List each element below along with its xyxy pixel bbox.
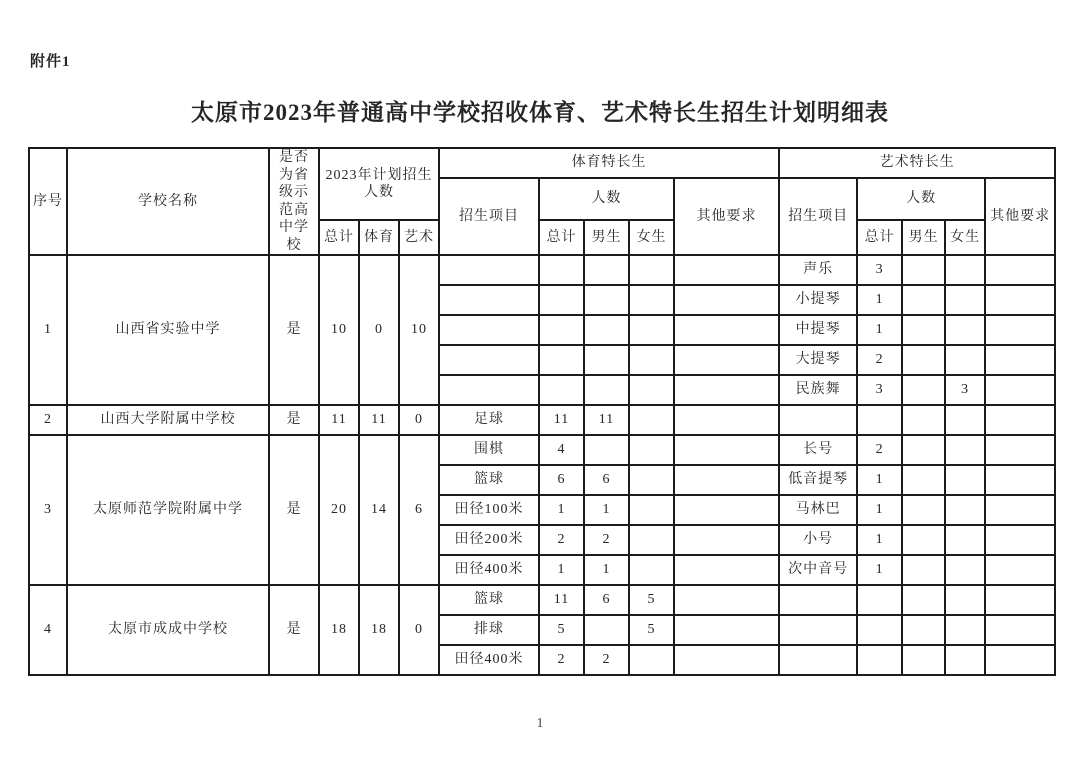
sport-female-cell xyxy=(629,645,674,675)
plan-arts-cell: 0 xyxy=(399,405,439,435)
art-other-cell xyxy=(985,435,1055,465)
school-name-cell: 山西省实验中学 xyxy=(67,255,269,405)
art-total-cell: 1 xyxy=(857,465,902,495)
art-other-cell xyxy=(985,405,1055,435)
sport-total-cell: 2 xyxy=(539,525,584,555)
art-project-cell: 次中音号 xyxy=(779,555,857,585)
school-name-cell: 太原市成成中学校 xyxy=(67,585,269,675)
art-male-cell xyxy=(902,585,945,615)
art-other-cell xyxy=(985,645,1055,675)
school-name-cell: 山西大学附属中学校 xyxy=(67,405,269,435)
sport-male-cell: 2 xyxy=(584,645,629,675)
header-sport-project: 招生项目 xyxy=(439,178,539,255)
sport-male-cell: 6 xyxy=(584,465,629,495)
provincial-cell: 是 xyxy=(269,405,319,435)
art-female-cell xyxy=(945,525,985,555)
sport-other-cell xyxy=(674,555,779,585)
sport-female-cell xyxy=(629,465,674,495)
header-plan-total: 总计 xyxy=(319,220,359,255)
sport-female-cell xyxy=(629,405,674,435)
sport-male-cell: 1 xyxy=(584,495,629,525)
art-total-cell xyxy=(857,405,902,435)
sport-male-cell xyxy=(584,435,629,465)
plan-arts-cell: 0 xyxy=(399,585,439,675)
header-art-total: 总计 xyxy=(857,220,902,255)
art-other-cell xyxy=(985,615,1055,645)
sport-project-cell: 田径400米 xyxy=(439,645,539,675)
art-female-cell xyxy=(945,585,985,615)
art-male-cell xyxy=(902,405,945,435)
sport-project-cell: 田径400米 xyxy=(439,555,539,585)
sport-total-cell xyxy=(539,285,584,315)
sport-other-cell xyxy=(674,525,779,555)
header-art-headcount: 人数 xyxy=(857,178,985,220)
sport-project-cell: 篮球 xyxy=(439,465,539,495)
sport-project-cell: 田径100米 xyxy=(439,495,539,525)
header-sport-other: 其他要求 xyxy=(674,178,779,255)
provincial-cell: 是 xyxy=(269,585,319,675)
plan-arts-cell: 6 xyxy=(399,435,439,585)
sport-other-cell xyxy=(674,585,779,615)
enrollment-plan-table xyxy=(28,147,1056,676)
plan-sports-cell: 11 xyxy=(359,405,399,435)
sport-female-cell: 5 xyxy=(629,615,674,645)
art-female-cell xyxy=(945,345,985,375)
sport-female-cell xyxy=(629,285,674,315)
sport-other-cell xyxy=(674,495,779,525)
art-total-cell: 1 xyxy=(857,495,902,525)
sport-project-cell xyxy=(439,345,539,375)
art-male-cell xyxy=(902,645,945,675)
art-project-cell: 大提琴 xyxy=(779,345,857,375)
sport-female-cell xyxy=(629,495,674,525)
sport-other-cell xyxy=(674,435,779,465)
header-school-name: 学校名称 xyxy=(67,148,269,255)
art-female-cell xyxy=(945,405,985,435)
sport-male-cell xyxy=(584,345,629,375)
art-male-cell xyxy=(902,465,945,495)
art-total-cell xyxy=(857,615,902,645)
school-name-cell: 太原师范学院附属中学 xyxy=(67,435,269,585)
art-female-cell xyxy=(945,555,985,585)
header-art-project: 招生项目 xyxy=(779,178,857,255)
header-sport-total: 总计 xyxy=(539,220,584,255)
sport-male-cell: 2 xyxy=(584,525,629,555)
art-project-cell: 中提琴 xyxy=(779,315,857,345)
sport-total-cell: 5 xyxy=(539,615,584,645)
art-male-cell xyxy=(902,615,945,645)
art-female-cell xyxy=(945,645,985,675)
page-number: 1 xyxy=(536,716,544,731)
sport-female-cell xyxy=(629,525,674,555)
sport-project-cell: 排球 xyxy=(439,615,539,645)
sport-other-cell xyxy=(674,345,779,375)
sport-male-cell xyxy=(584,375,629,405)
art-female-cell xyxy=(945,255,985,285)
art-total-cell: 1 xyxy=(857,315,902,345)
header-plan-sports: 体育 xyxy=(359,220,399,255)
sport-total-cell: 6 xyxy=(539,465,584,495)
provincial-cell: 是 xyxy=(269,255,319,405)
art-other-cell xyxy=(985,495,1055,525)
sport-total-cell xyxy=(539,345,584,375)
sport-total-cell: 11 xyxy=(539,405,584,435)
header-art-male: 男生 xyxy=(902,220,945,255)
art-project-cell: 声乐 xyxy=(779,255,857,285)
sport-male-cell: 6 xyxy=(584,585,629,615)
sport-female-cell xyxy=(629,555,674,585)
plan-total-cell: 20 xyxy=(319,435,359,585)
header-sport-female: 女生 xyxy=(629,220,674,255)
art-male-cell xyxy=(902,345,945,375)
art-other-cell xyxy=(985,255,1055,285)
art-female-cell xyxy=(945,285,985,315)
art-total-cell xyxy=(857,585,902,615)
art-male-cell xyxy=(902,495,945,525)
art-project-cell: 马林巴 xyxy=(779,495,857,525)
sport-total-cell xyxy=(539,375,584,405)
page-title: 太原市2023年普通高中学校招收体育、艺术特长生招生计划明细表 xyxy=(191,100,889,125)
sport-total-cell xyxy=(539,315,584,345)
art-female-cell xyxy=(945,315,985,345)
header-sport-male: 男生 xyxy=(584,220,629,255)
serial-cell: 4 xyxy=(29,585,67,675)
art-project-cell: 小提琴 xyxy=(779,285,857,315)
sport-female-cell xyxy=(629,435,674,465)
art-male-cell xyxy=(902,435,945,465)
art-male-cell xyxy=(902,255,945,285)
sport-other-cell xyxy=(674,255,779,285)
art-total-cell: 3 xyxy=(857,375,902,405)
art-project-cell: 长号 xyxy=(779,435,857,465)
art-other-cell xyxy=(985,555,1055,585)
art-total-cell: 3 xyxy=(857,255,902,285)
plan-sports-cell: 14 xyxy=(359,435,399,585)
art-other-cell xyxy=(985,585,1055,615)
art-male-cell xyxy=(902,375,945,405)
header-serial: 序号 xyxy=(29,148,67,255)
sport-other-cell xyxy=(674,285,779,315)
sport-male-cell: 11 xyxy=(584,405,629,435)
plan-total-cell: 18 xyxy=(319,585,359,675)
art-total-cell: 1 xyxy=(857,555,902,585)
art-male-cell xyxy=(902,555,945,585)
art-project-cell xyxy=(779,615,857,645)
plan-total-cell: 10 xyxy=(319,255,359,405)
header-sport-headcount: 人数 xyxy=(539,178,674,220)
art-other-cell xyxy=(985,525,1055,555)
art-project-cell: 小号 xyxy=(779,525,857,555)
art-project-cell: 低音提琴 xyxy=(779,465,857,495)
serial-cell: 2 xyxy=(29,405,67,435)
sport-female-cell xyxy=(629,315,674,345)
art-female-cell xyxy=(945,615,985,645)
attachment-label: 附件1 xyxy=(30,54,71,70)
art-female-cell xyxy=(945,495,985,525)
art-female-cell xyxy=(945,465,985,495)
sport-project-cell xyxy=(439,315,539,345)
art-male-cell xyxy=(902,315,945,345)
sport-total-cell: 1 xyxy=(539,555,584,585)
header-art-other: 其他要求 xyxy=(985,178,1055,255)
art-female-cell: 3 xyxy=(945,375,985,405)
art-other-cell xyxy=(985,375,1055,405)
art-total-cell: 2 xyxy=(857,345,902,375)
art-project-cell xyxy=(779,645,857,675)
art-project-cell xyxy=(779,585,857,615)
sport-female-cell xyxy=(629,345,674,375)
sport-total-cell: 4 xyxy=(539,435,584,465)
sport-total-cell xyxy=(539,255,584,285)
plan-arts-cell: 10 xyxy=(399,255,439,405)
sport-other-cell xyxy=(674,315,779,345)
sport-other-cell xyxy=(674,465,779,495)
header-sports-section: 体育特长生 xyxy=(439,148,779,178)
sport-other-cell xyxy=(674,645,779,675)
sport-male-cell xyxy=(584,315,629,345)
art-project-cell: 民族舞 xyxy=(779,375,857,405)
sport-male-cell xyxy=(584,255,629,285)
sport-other-cell xyxy=(674,405,779,435)
sport-female-cell: 5 xyxy=(629,585,674,615)
sport-project-cell xyxy=(439,285,539,315)
provincial-cell: 是 xyxy=(269,435,319,585)
art-total-cell xyxy=(857,645,902,675)
sport-male-cell: 1 xyxy=(584,555,629,585)
art-other-cell xyxy=(985,285,1055,315)
header-arts-section: 艺术特长生 xyxy=(779,148,1055,178)
sport-total-cell: 1 xyxy=(539,495,584,525)
sport-female-cell xyxy=(629,255,674,285)
sport-project-cell: 足球 xyxy=(439,405,539,435)
sport-male-cell xyxy=(584,285,629,315)
art-female-cell xyxy=(945,435,985,465)
sport-project-cell xyxy=(439,375,539,405)
art-project-cell xyxy=(779,405,857,435)
header-provincial-demo: 是否为省级示范高中学校 xyxy=(269,148,319,255)
art-total-cell: 2 xyxy=(857,435,902,465)
art-male-cell xyxy=(902,525,945,555)
sport-total-cell: 2 xyxy=(539,645,584,675)
sport-project-cell: 围棋 xyxy=(439,435,539,465)
header-plan-2023: 2023年计划招生人数 xyxy=(319,148,439,220)
sport-other-cell xyxy=(674,615,779,645)
header-plan-arts: 艺术 xyxy=(399,220,439,255)
sport-project-cell: 篮球 xyxy=(439,585,539,615)
sport-project-cell: 田径200米 xyxy=(439,525,539,555)
art-other-cell xyxy=(985,465,1055,495)
serial-cell: 1 xyxy=(29,255,67,405)
sport-project-cell xyxy=(439,255,539,285)
art-male-cell xyxy=(902,285,945,315)
plan-sports-cell: 18 xyxy=(359,585,399,675)
sport-female-cell xyxy=(629,375,674,405)
art-total-cell: 1 xyxy=(857,525,902,555)
header-art-female: 女生 xyxy=(945,220,985,255)
sport-total-cell: 11 xyxy=(539,585,584,615)
plan-total-cell: 11 xyxy=(319,405,359,435)
art-other-cell xyxy=(985,315,1055,345)
art-total-cell: 1 xyxy=(857,285,902,315)
sport-male-cell xyxy=(584,615,629,645)
art-other-cell xyxy=(985,345,1055,375)
sport-other-cell xyxy=(674,375,779,405)
plan-sports-cell: 0 xyxy=(359,255,399,405)
serial-cell: 3 xyxy=(29,435,67,585)
